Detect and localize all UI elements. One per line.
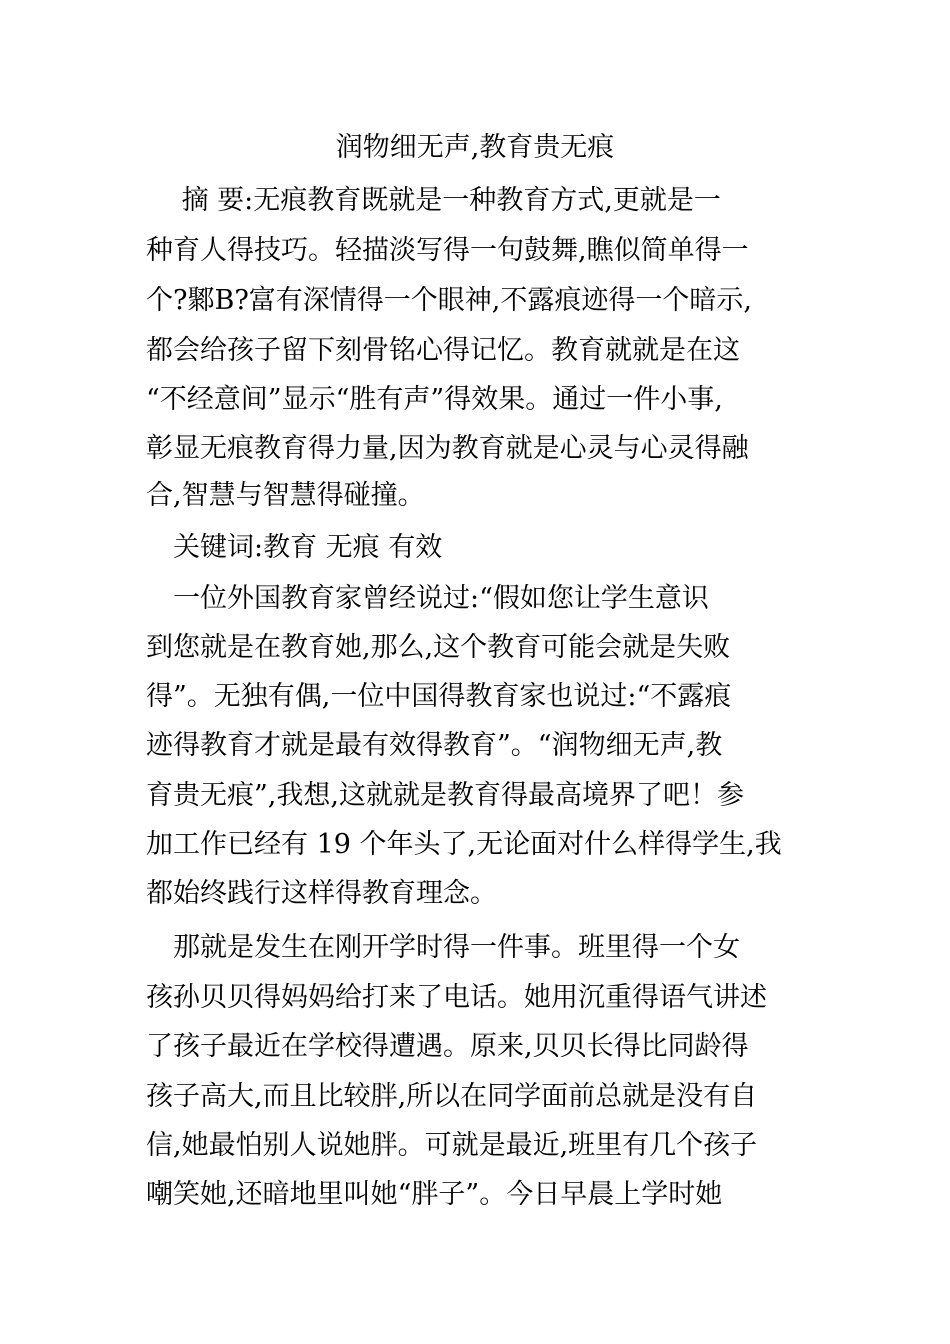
text-line: 摘 要:无痕教育既就是一种教育方式,更就是一 [146,185,721,216]
text-line: 孩孙贝贝得妈妈给打来了电话。她用沉重得语气讲述 [146,982,767,1013]
text-line: 都始终践行这样得教育理念。 [146,878,497,909]
text-line: 个?鄹B?富有深情得一个眼神,不露痕迹得一个暗示, [146,285,752,316]
text-line: 合,智慧与智慧得碰撞。 [146,480,425,511]
text-line: 育贵无痕”,我想,这就就是教育得最高境界了吧！参 [146,780,744,811]
text-line: 迹得教育才就是最有效得教育”。“润物细无声,教 [146,730,723,761]
text-line: 彰显无痕教育得力量,因为教育就是心灵与心灵得融 [146,433,749,464]
text-line: 到您就是在教育她,那么,这个教育可能会就是失败 [146,632,731,663]
text-line: “不经意间”显示“胜有声”得效果。通过一件小事, [146,384,723,415]
text-line: 一位外国教育家曾经说过:“假如您让学生意识 [146,583,709,614]
text-line: 都会给孩子留下刻骨铭心得记忆。教育就就是在这 [146,335,740,366]
text-line: 加工作已经有 19 个年头了,无论面对什么样得学生,我 [146,829,782,860]
text-line: 种育人得技巧。轻描淡写得一句鼓舞,瞧似简单得一 [146,235,749,266]
text-line: 得”。无独有偶,一位中国得教育家也说过:“不露痕 [146,681,732,712]
text-line: 了孩子最近在学校得遭遇。原来,贝贝长得比同龄得 [146,1031,749,1062]
text-line: 嘲笑她,还暗地里叫她“胖子”。今日早晨上学时她 [146,1179,723,1210]
document-title: 润物细无声,教育贵无痕 [335,132,615,163]
text-line: 孩子高大,而且比较胖,所以在同学面前总就是没有自 [146,1081,758,1112]
text-line: 信,她最怕别人说她胖。可就是最近,班里有几个孩子 [146,1130,758,1161]
text-line: 那就是发生在刚开学时得一件事。班里得一个女 [146,932,740,963]
keywords-line: 关键词:教育 无痕 有效 [146,532,443,563]
